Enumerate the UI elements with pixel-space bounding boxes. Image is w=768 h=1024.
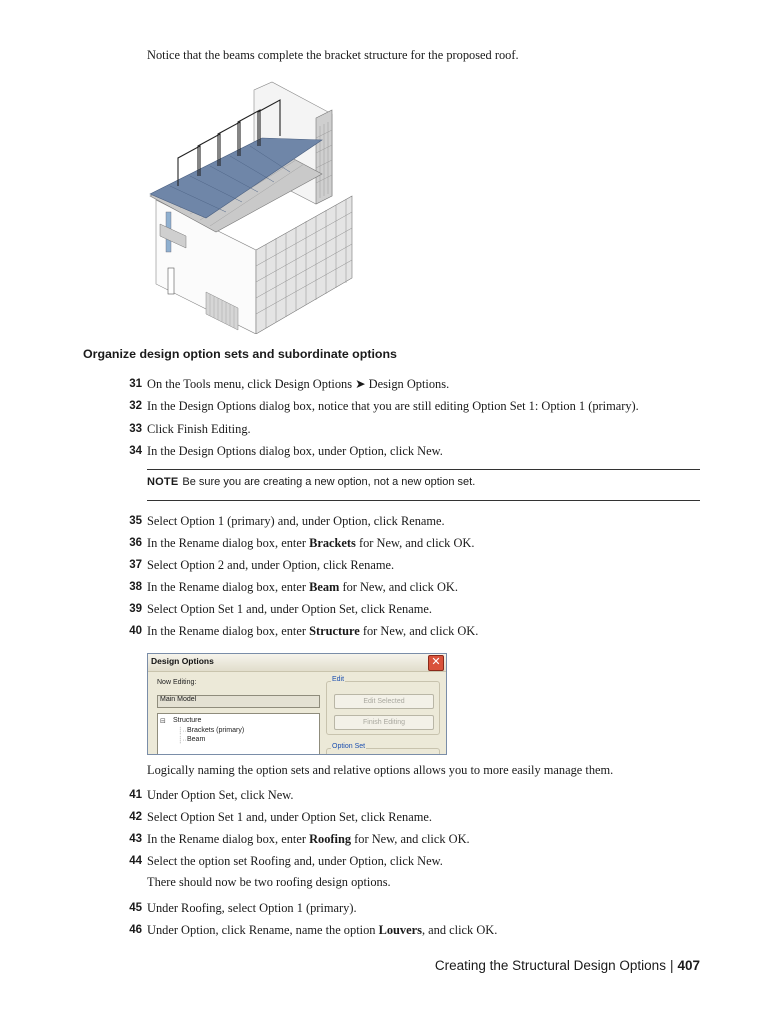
section-heading: Organize design option sets and subordinate options: [83, 347, 397, 361]
tree-connector-icon: ┊··: [178, 728, 187, 735]
step-number: 46: [129, 924, 142, 936]
note-label: NOTE: [147, 476, 179, 488]
bold-term: Brackets: [309, 536, 356, 550]
design-options-dialog: [147, 653, 447, 755]
dialog-title: Design Options: [151, 656, 214, 666]
step-text-part: In the Rename dialog box, enter: [147, 624, 310, 638]
note-box: [147, 476, 475, 488]
step-text-part: In the Rename dialog box, enter: [147, 536, 310, 550]
step-text: [147, 900, 357, 916]
bold-term: Structure: [309, 624, 360, 638]
option-tree: [157, 713, 320, 755]
step-text-part: In the Rename dialog box, enter: [147, 580, 310, 594]
naming-paragraph: Logically naming the option sets and relative options allows you to more easily manage them.: [147, 763, 614, 777]
option-set-group-label: Option Set: [332, 743, 366, 750]
step-text: [147, 513, 445, 529]
tree-connector-icon: ┊··: [178, 737, 187, 744]
now-editing-label: Now Editing:: [157, 679, 197, 686]
step-number: 32: [129, 400, 142, 413]
now-editing-field: [157, 695, 320, 708]
step-text-part: Select Option Set 1 and, under Option Set, click Rename.: [147, 810, 432, 824]
step-number: 31: [129, 378, 142, 390]
step-text: [147, 376, 449, 392]
step-number: 44: [129, 855, 142, 867]
step-text-part: In the Rename dialog box, enter: [147, 832, 310, 846]
step-text-part: , and click OK.: [421, 923, 498, 937]
step-text-part: Select Option 2 and, under Option, click Rename.: [147, 558, 395, 572]
step-text-part: In the Design Options dialog box, notice that you are still editing Option Set 1: Option 1 (primary).: [147, 399, 639, 414]
step-text-part: for New, and click OK.: [355, 536, 475, 550]
now-editing-value: Main Model: [160, 696, 197, 703]
step-number: 45: [129, 902, 142, 914]
tree-item-beam[interactable]: Beam: [187, 736, 206, 743]
building-illustration: [146, 78, 358, 334]
step-number: 40: [129, 625, 142, 637]
step-number: 35: [129, 515, 142, 527]
note-text: Be sure you are creating a new option, not a new option set.: [182, 476, 476, 488]
step-text: [147, 535, 474, 551]
step-text: [147, 557, 394, 573]
tree-item-brackets[interactable]: Brackets (primary): [187, 727, 245, 734]
step-text-part: Click Finish Editing.: [147, 421, 251, 436]
step-text: [147, 579, 458, 595]
step-text: [147, 421, 251, 437]
step-text: [147, 601, 432, 617]
step-number: 34: [129, 444, 142, 457]
step-number: 42: [129, 811, 142, 823]
tree-item-structure[interactable]: Structure: [173, 717, 202, 724]
bold-term: Louvers: [378, 923, 422, 937]
step-text: [147, 787, 293, 803]
note-bottom-rule: [147, 500, 700, 501]
collapse-icon[interactable]: ⊟: [160, 718, 166, 725]
step-text: [147, 922, 497, 938]
footer-title: Creating the Structural Design Options: [434, 958, 666, 973]
step-text-part: Under Roofing, select Option 1 (primary).: [147, 901, 357, 915]
step-text-part: Select Option Set 1 and, under Option Set, click Rename.: [147, 602, 432, 616]
step-text-part: for New, and click OK.: [351, 832, 470, 846]
step-text-part: Select the option set Roofing and, under Option, click New.: [147, 854, 443, 868]
step-number: 39: [129, 603, 142, 615]
step-text-part: for New, and click OK.: [359, 624, 479, 638]
step-number: 41: [129, 789, 142, 801]
footer-separator: |: [669, 958, 674, 973]
step-text: [147, 443, 443, 459]
bold-term: Roofing: [309, 832, 352, 846]
dialog-title-bar: [148, 654, 446, 672]
bold-term: Beam: [309, 580, 340, 594]
step-text: [147, 853, 443, 869]
step-text: [147, 809, 432, 825]
close-icon[interactable]: ✕: [428, 655, 444, 671]
intro-paragraph: Notice that the beams complete the bracket structure for the proposed roof.: [147, 48, 519, 62]
step-number: 36: [129, 537, 142, 549]
step-text-part: In the Design Options dialog box, under Option, click New.: [147, 443, 443, 458]
page-footer: [435, 958, 700, 973]
step-number: 33: [129, 422, 142, 435]
step-text-part: for New, and click OK.: [339, 580, 458, 594]
step-number: 37: [129, 559, 142, 571]
step-text: [147, 623, 478, 639]
note-top-rule: [147, 469, 700, 470]
page-number: 407: [677, 958, 700, 973]
step-number: 43: [129, 833, 142, 845]
step-text-part: Under Option, click Rename, name the option: [147, 923, 379, 937]
step-text: [147, 398, 639, 414]
step-text-part: On the Tools menu, click Design Options ➤ Design Options.: [147, 377, 450, 391]
finish-editing-button[interactable]: Finish Editing: [334, 715, 434, 730]
step-text: [147, 831, 470, 847]
edit-selected-button[interactable]: Edit Selected: [334, 694, 434, 709]
edit-group-label: Edit: [332, 676, 345, 683]
step-text-part: Select Option 1 (primary) and, under Option, click Rename.: [147, 514, 445, 528]
step-text-part: Under Option Set, click New.: [147, 788, 294, 802]
step-number: 38: [129, 581, 142, 593]
step-44-followup: There should now be two roofing design options.: [147, 875, 391, 889]
